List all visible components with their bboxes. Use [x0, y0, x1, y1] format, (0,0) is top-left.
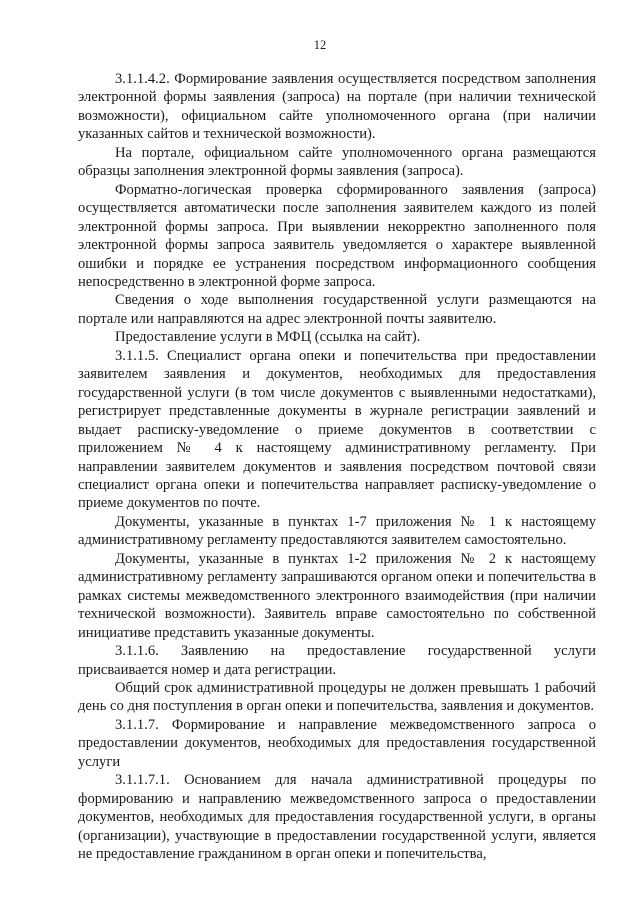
paragraph-mfc: Предоставление услуги в МФЦ (ссылка на сайт). [115, 329, 421, 346]
paragraph-status-info: Сведения о ходе выполнения государственной услуги размещаются на портале или направляются на адрес электронной почты заявителю. [78, 292, 596, 327]
page-body [78, 70, 596, 863]
paragraph-general-term: Общий срок административной процедуры не должен превышать 1 рабочий день со дня поступления в орган опеки и попечительства, заявления и документов. [78, 679, 596, 715]
paragraph-3-1-1-7: 3.1.1.7. Формирование и направление межведомственного запроса о предоставлении документов, необходимых для предоставления государственной услуги [78, 716, 596, 770]
paragraph-3-1-1-5: 3.1.1.5. Специалист органа опеки и попечительства при предоставлении заявителем заявления и документов, необходимых для предоставления государственной услуги (в том числе документов с выявленными недостатками), регистрирует представленные документы в журнале регистрации заявлений и выдает расписку-уведомление о приеме документов в соответствии с приложением № 4 к настоящему административному регламенту. При направлении заявителем документов и заявления посредством почтовой связи специалист органа опеки и попечительства направляет расписку-уведомление о приеме документов по почте. [78, 347, 596, 512]
paragraph-3-1-1-7-1: 3.1.1.7.1. Основанием для начала административной процедуры по формированию и направлению межведомственного запроса о предоставлении документов, необходимых для предоставления государственной услуги, в органы (организации), участвующие в предоставлении государственной услуги, является не предоставление гражданином в орган опеки и попечительства, [78, 772, 596, 863]
paragraph-portal-samples: На портале, официальном сайте уполномоченного органа размещаются образцы заполнения электронной формы заявления (запроса). [78, 144, 596, 180]
page-number: 12 [313, 38, 327, 52]
paragraph-documents-appendix-1: Документы, указанные в пунктах 1-7 приложения № 1 к настоящему административному регламенту предоставляются заявителем самостоятельно. [78, 513, 596, 549]
paragraph-3-1-1-4-2: 3.1.1.4.2. Формирование заявления осуществляется посредством заполнения электронной формы заявления (запроса) на портале (при наличии технической возможности), официальном сайте уполномоченного органа (при наличии указанных сайтов и технической возможности). [78, 71, 596, 143]
paragraph-documents-appendix-2: Документы, указанные в пунктах 1-2 приложения № 2 к настоящему административному регламенту запрашиваются органом опеки и попечительства в рамках системы межведомственного электронного взаимодействия (при наличии технической возможности). Заявитель вправе самостоятельно по собственной инициативе представить указанные документы. [78, 550, 596, 641]
paragraph-format-check: Форматно-логическая проверка сформированного заявления (запроса) осуществляется автоматически после заполнения заявителем каждого из полей электронной формы запроса. При выявлении некорректно заполненного поля электронной формы запроса заявитель уведомляется о характере выявленной ошибки и порядке ее устранения посредством информационного сообщения непосредственно в электронной форме запроса. [78, 181, 596, 290]
paragraph-3-1-1-6: 3.1.1.6. Заявлению на предоставление государственной услуги присваивается номер и дата регистрации. [78, 643, 596, 678]
